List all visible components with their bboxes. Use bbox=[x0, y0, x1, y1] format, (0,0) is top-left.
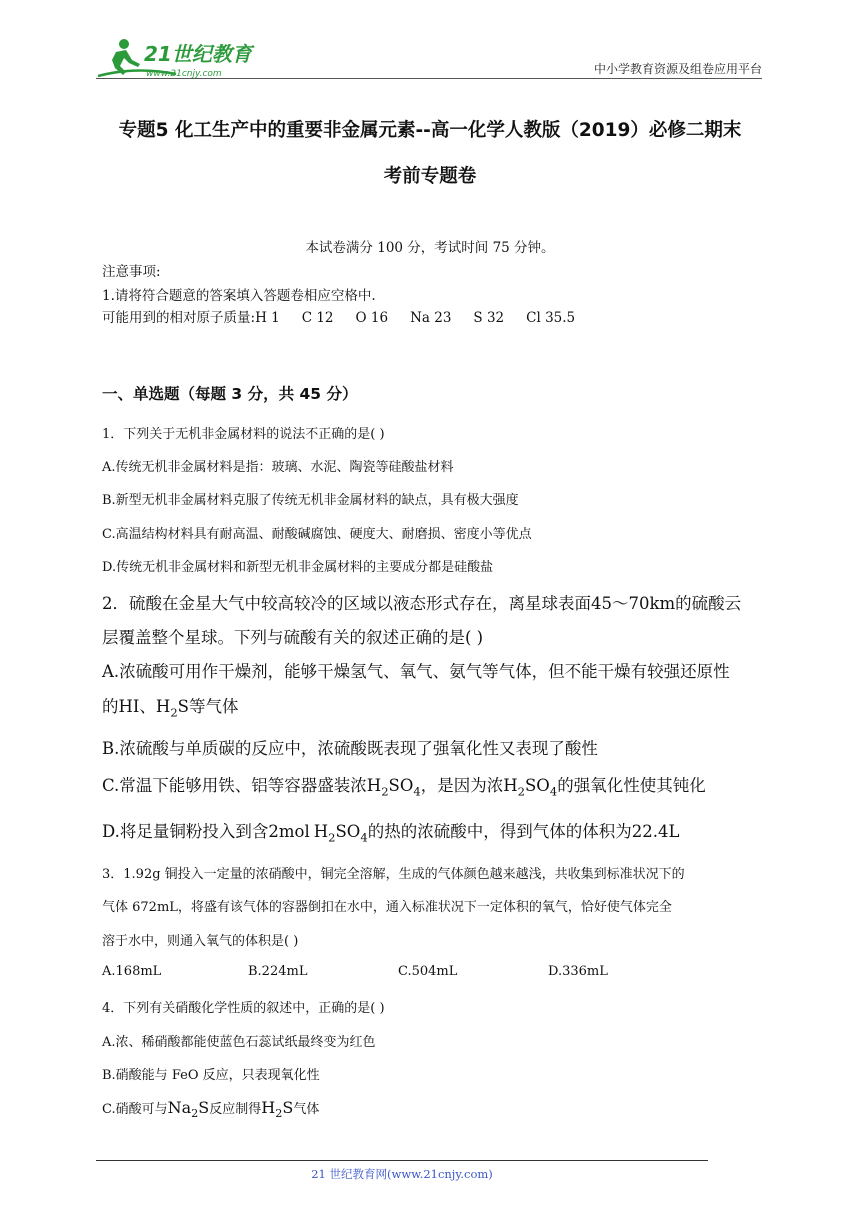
q4-stem: 4．下列有关硝酸化学性质的叙述中，正确的是( ) bbox=[102, 1001, 385, 1016]
q3-stem-line-3: 溶于水中，则通入氧气的体积是( ) bbox=[102, 934, 299, 949]
text: S bbox=[282, 1098, 294, 1117]
section-heading: 一、单选题（每题 3 分，共 45 分） bbox=[102, 385, 358, 403]
footer-divider bbox=[96, 1160, 708, 1161]
text: D.将足量铜粉投入到含 bbox=[102, 822, 269, 841]
subscript: 4 bbox=[549, 784, 558, 799]
q2-range: 45～70km bbox=[591, 594, 676, 613]
title-line-1: 专题5 化工生产中的重要非金属元素--高一化学人教版（2019）必修二期末 bbox=[118, 120, 742, 141]
amount: 2mol bbox=[268, 822, 310, 841]
q2-option-d bbox=[102, 818, 679, 844]
masses-label: 可能用到的相对原子质量: bbox=[102, 310, 256, 326]
q2-option-c bbox=[102, 772, 706, 798]
header-divider bbox=[96, 78, 762, 79]
subscript: 2 bbox=[517, 784, 525, 799]
volume: 22.4L bbox=[631, 822, 680, 841]
document-title bbox=[96, 108, 764, 200]
text: H bbox=[503, 776, 518, 795]
q4-option-c bbox=[102, 1098, 319, 1120]
text: SO bbox=[525, 776, 550, 795]
formula-na2s bbox=[167, 1098, 210, 1121]
atomic-masses bbox=[102, 306, 575, 326]
text: 的 bbox=[102, 697, 119, 716]
text: SO bbox=[388, 776, 414, 795]
q2-option-b: B.浓硫酸与单质碳的反应中，浓硫酸既表现了强氧化性又表现了酸性 bbox=[102, 739, 598, 758]
subscript: 2 bbox=[170, 705, 178, 720]
q3-option-a: A.168mL bbox=[102, 964, 162, 979]
formula-hi: HI bbox=[118, 697, 140, 716]
q4-option-b: B.硝酸能与 FeO 反应，只表现氧化性 bbox=[102, 1068, 320, 1083]
subscript: 2 bbox=[275, 1107, 283, 1121]
text: H bbox=[155, 697, 171, 716]
site-logo bbox=[96, 36, 266, 82]
q1-option-c: C.高温结构材料具有耐高温、耐酸碱腐蚀、硬度大、耐磨损、密度小等优点 bbox=[102, 527, 532, 542]
mass-h: H 1 bbox=[255, 310, 280, 326]
text: Na bbox=[167, 1098, 192, 1117]
formula-h2so4 bbox=[366, 776, 421, 799]
q2-stem-text-2: 的硫酸云 bbox=[675, 594, 742, 613]
text: 的强氧化性使其钝化 bbox=[557, 776, 706, 795]
text: SO bbox=[335, 822, 361, 841]
text: C.常温下能够用铁、铝等容器盛装浓 bbox=[102, 776, 367, 795]
formula-h2so4 bbox=[313, 822, 368, 845]
text: 等气体 bbox=[188, 697, 239, 716]
subscript: 4 bbox=[413, 784, 421, 799]
logo-text: 21世纪教育 bbox=[144, 42, 252, 66]
mass-cl: Cl 35.5 bbox=[526, 310, 576, 326]
text: H bbox=[366, 776, 382, 795]
q2-stem-line-2: 层覆盖整个星球。下列与硫酸有关的叙述正确的是( ) bbox=[102, 628, 484, 647]
formula-h2s bbox=[155, 697, 189, 720]
notes-label: 注意事项: bbox=[102, 264, 161, 280]
subscript: 2 bbox=[381, 784, 389, 799]
text: H bbox=[313, 822, 329, 841]
platform-name: 中小学教育资源及组卷应用平台 bbox=[593, 62, 762, 76]
q3-option-d: D.336mL bbox=[548, 964, 608, 979]
mass-c: C 12 bbox=[301, 310, 334, 326]
mass-s: S 32 bbox=[473, 310, 505, 326]
subscript: 4 bbox=[360, 830, 368, 845]
q1-option-a: A.传统无机非金属材料是指：玻璃、水泥、陶瓷等硅酸盐材料 bbox=[102, 460, 454, 475]
text: 的热的浓硫酸中，得到气体的体积为 bbox=[367, 822, 632, 841]
text: 、 bbox=[139, 697, 156, 716]
text: C.硝酸可与 bbox=[102, 1102, 168, 1117]
mass-o: O 16 bbox=[355, 310, 389, 326]
title-line-2: 考前专题卷 bbox=[383, 166, 477, 187]
notes-item-1: 1.请将符合题意的答案填入答题卷相应空格中. bbox=[102, 288, 376, 304]
text: H bbox=[261, 1098, 276, 1117]
text: ，是因为浓 bbox=[420, 776, 504, 795]
subscript: 2 bbox=[328, 830, 336, 845]
formula-h2s bbox=[261, 1098, 294, 1121]
q1-option-d: D.传统无机非金属材料和新型无机非金属材料的主要成分都是硅酸盐 bbox=[102, 560, 494, 575]
q3-option-c: C.504mL bbox=[398, 964, 458, 979]
footer-text: 21 世纪教育网(www.21cnjy.com) bbox=[311, 1167, 493, 1181]
mass-na: Na 23 bbox=[410, 310, 452, 326]
q2-option-a-line-2 bbox=[102, 693, 238, 719]
q2-stem-line-1 bbox=[102, 590, 741, 614]
formula-h2so4 bbox=[503, 776, 558, 799]
text: 气体 bbox=[293, 1102, 320, 1117]
q1-stem: 1．下列关于无机非金属材料的说法不正确的是( ) bbox=[102, 427, 385, 442]
q2-stem-text: 2．硫酸在金星大气中较高较冷的区域以液态形式存在，离星球表面 bbox=[102, 594, 591, 613]
q2-option-a-line-1: A.浓硫酸可用作干燥剂，能够干燥氢气、氧气、氨气等气体，但不能干燥有较强还原性 bbox=[102, 662, 730, 681]
q1-option-b: B.新型无机非金属材料克服了传统无机非金属材料的缺点，具有极大强度 bbox=[102, 493, 519, 508]
text: S bbox=[177, 697, 189, 716]
logo-url: www.21cnjy.com bbox=[146, 69, 222, 79]
q4-option-a: A.浓、稀硝酸都能使蓝色石蕊试纸最终变为红色 bbox=[102, 1035, 376, 1050]
subscript: 2 bbox=[191, 1107, 199, 1121]
text: 反应制得 bbox=[209, 1102, 262, 1117]
q3-stem-line-2: 气体 672mL，将盛有该气体的容器倒扣在水中，通入标准状况下一定体积的氧气，恰好使气体完全 bbox=[102, 900, 672, 915]
exam-info: 本试卷满分 100 分，考试时间 75 分钟。 bbox=[305, 240, 555, 256]
text: S bbox=[198, 1098, 210, 1117]
q3-stem-line-1: 3．1.92g 铜投入一定量的浓硝酸中，铜完全溶解，生成的气体颜色越来越浅，共收集到标准状况下的 bbox=[102, 867, 685, 882]
q3-option-b: B.224mL bbox=[248, 964, 308, 979]
